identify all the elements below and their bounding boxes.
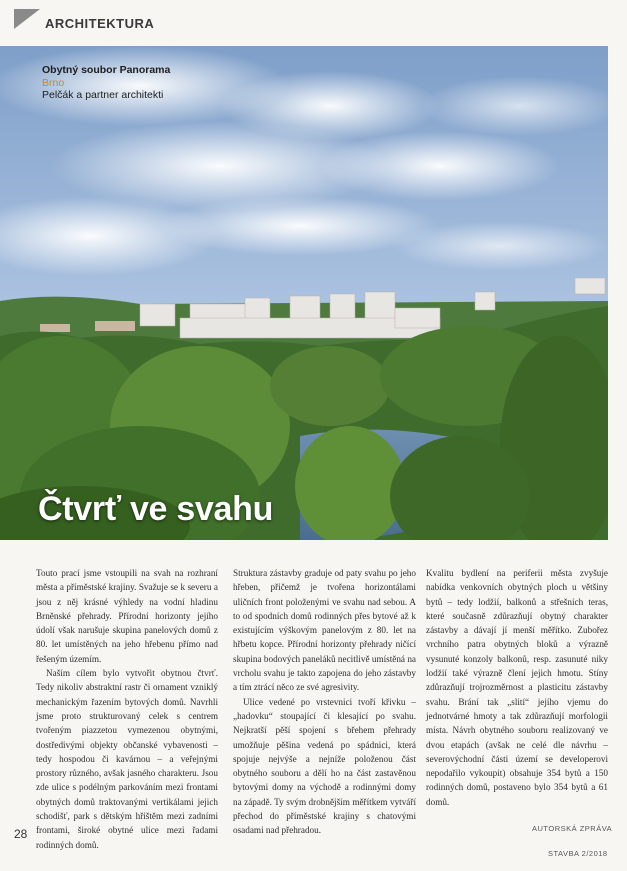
- text-column-3: [426, 566, 608, 809]
- paragraph: Naším cílem bylo vytvořit obytnou čtvrť. Tedy nikoliv abstraktní rastr či ornament vzniklý mechanickým řazením bytových domů. Navrhli jsme proto strukturovaný celek s centrem tvořeným piazzetou vymezenou obytnými, dostředivými objekty občanské vybavenosti – tedy hospodou či kavárnou – a veřejnými prostory různého, avšak jasného charakteru. Jsou zde ulice s podélným parkováním mezi frontami obytných domů traktovanými vertikálami jejich schodišť, park s dětským hřištěm mezi zadními frontami, široké obytné ulice mezi řadami rodinných domů.: [36, 668, 218, 850]
- paragraph: Touto prací jsme vstoupili na svah na rozhraní města a příměstské krajiny. Svažuje se k severu a jsou z něj krásné výhledy na vodní hladinu Brněnské přehrady. Přírodní horizonty jejího údolí však narušuje skupina panelových domů z 80. let umístěných na jeho hřebenu přímo nad řešeným územím.: [36, 568, 218, 664]
- paragraph: Kvalitu bydlení na periferii města zvyšuje nabídka venkovních obytných ploch u většiny bytů – tedy lodžií, balkonů a střešních teras, které současně zdůrazňují obytný charakter zástavby a dávají jí menší měřítko. Zubořez vrchního patra obytných bloků a výrazně vysunuté konzoly balkonů, resp. zasunuté niky lodžií také výrazně člení jejich hmotu. Stíny zdůrazňují trojrozměrnost a plasticitu zástavby svahu. Brání tak „slití“ jejího vjemu do jednotvárné hmoty a tak zdůrazňují morfologii místa. Návrh obytného souboru realizovaný ve dvou etapách (avšak ne celé dle návrhu – severovýchodní části území se developerovi nepodařilo vykoupit) obsahuje 354 bytů a 150 rodinných domů, postaveno bylo 354 bytů a 61 domů.: [426, 568, 608, 807]
- report-label: AUTORSKÁ ZPRÁVA: [532, 824, 613, 833]
- section-corner-mark: [14, 9, 40, 29]
- section-label: ARCHITEKTURA: [45, 16, 155, 31]
- caption-architects: Pelčák a partner architekti: [42, 89, 164, 101]
- hero-photo: [0, 46, 608, 540]
- article-headline: Čtvrť ve svahu: [38, 490, 274, 528]
- caption-title: Obytný soubor Panorama: [42, 64, 171, 76]
- page-number: 28: [14, 827, 28, 841]
- text-column-1: [36, 566, 218, 852]
- paragraph: Struktura zástavby graduje od paty svahu po jeho hřeben, přičemž je tvořena horizontálami uličních front položenými ve svahu nad sebou. A to od spodních domů rodinných přes bytové až k existujícím výškovým panelovým z 80. let na hřbetu kopce. Přírodní horizonty přehrady ničící skupina bodových paneláků necitlivě umístěná na vrcholu svahu je takto zapojena do jeho zástavby a tím ztrácí něco ze své agresivity.: [233, 568, 416, 693]
- caption-city: Brno: [42, 77, 65, 89]
- paragraph: Ulice vedené po vrstevnici tvoří křivku – „hadovku“ stoupající či klesající po svahu. Nejkratší pěší spojení s břehem přehrady umožňuje pěšina vedená po spádnici, která spojuje nejvýše a nejníže položenou část obytného souboru a dělí ho na část zastavěnou bytovými domy na východě a rodinnými domy na západě. Ty svým drobnějším měřítkem vytváří přechod do příměstské krajiny s chatovými osadami nad přehradou.: [233, 696, 416, 836]
- magazine-issue: STAVBA 2/2018: [548, 849, 608, 858]
- text-column-2: [233, 566, 416, 838]
